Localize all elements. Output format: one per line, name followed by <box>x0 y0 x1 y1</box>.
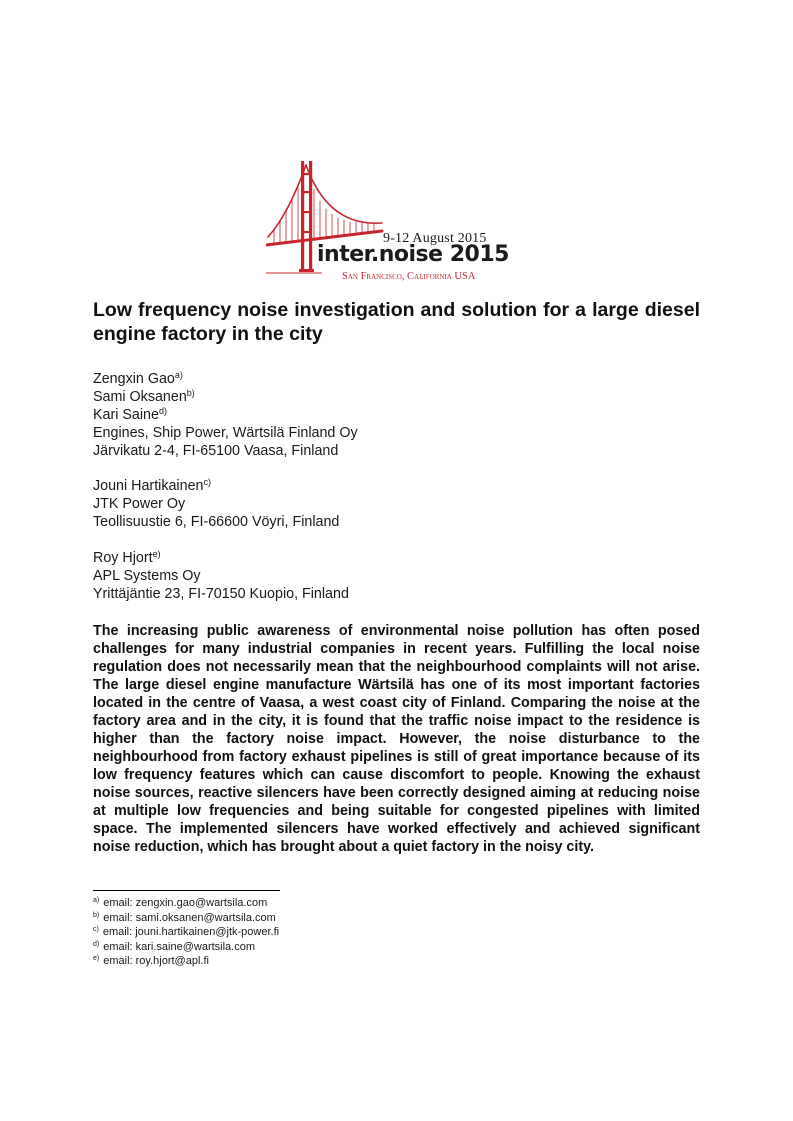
author-name: Kari Saine$^{d)}$ <box>93 406 167 423</box>
footnote: $^{b)}$ email: sami.oksanen@wartsila.com <box>93 911 276 924</box>
footnote: $^{d)}$ email: kari.saine@wartsila.com <box>93 940 255 953</box>
affiliation-organization: JTK Power Oy <box>93 496 186 512</box>
author-name: Zengxin Gao$^{a)}$ <box>93 370 183 387</box>
conference-logo <box>266 157 530 282</box>
affiliation-block-2 <box>93 477 593 531</box>
affiliation-block-1 <box>93 370 593 460</box>
affiliation-block-3 <box>93 549 593 603</box>
conference-dates: 9-12 August 2015 <box>383 231 487 246</box>
author-name: Sami Oksanen$^{b)}$ <box>93 388 195 405</box>
author-name: Roy Hjort$^{e)}$ <box>93 549 161 566</box>
footnote: $^{a)}$ email: zengxin.gao@wartsila.com <box>93 897 268 909</box>
footnote-divider <box>93 890 280 891</box>
affiliation-address: Järvikatu 2-4, FI-65100 Vaasa, Finland <box>93 443 339 459</box>
author-name: Jouni Hartikainen$^{c)}$ <box>93 477 211 494</box>
affiliation-organization: APL Systems Oy <box>93 568 201 584</box>
footnote: $^{c)}$ email: jouni.hartikainen@jtk-power.fi <box>93 926 280 938</box>
footnotes <box>93 896 279 969</box>
conference-name: inter.noise 2015 <box>317 242 509 267</box>
abstract: The increasing public awareness of environmental noise pollution has often posed challenges for many industrial companies in recent years. Fulfilling the local noise regulation does not necessarily mean that the neighbourhood complaints will not arise. The large diesel engine manufacture Wärtsilä has one of its most important factories located in the centre of Vaasa, a west coast city of Finland. Comparing the noise at the factory area and in the city, it is found that the traffic noise impact to the residence is higher than the factory noise impact. However, the noise disturbance to the neighbourhood from factory exhaust pipelines is still of great importance because of its low frequency features which can cause discomfort to people. Knowing the exhaust noise sources, reactive silencers have been correctly designed aiming at reducing noise at multiple low frequencies and being suitable for congested pipelines with limited space. The implemented silencers have worked effectively and achieved significant noise reduction, which has brought about a quiet factory in the noisy city. <box>93 623 700 855</box>
conference-location: San Francisco, California USA <box>342 271 476 282</box>
affiliation-organization: Engines, Ship Power, Wärtsilä Finland Oy <box>93 425 358 441</box>
paper-title: Low frequency noise investigation and solution for a large diesel engine factory in the city <box>93 299 700 345</box>
affiliation-address: Yrittäjäntie 23, FI-70150 Kuopio, Finland <box>93 586 349 602</box>
affiliation-address: Teollisuustie 6, FI-66600 Vöyri, Finland <box>93 514 340 530</box>
footnote: $^{e)}$ email: roy.hjort@apl.fi <box>93 955 209 967</box>
